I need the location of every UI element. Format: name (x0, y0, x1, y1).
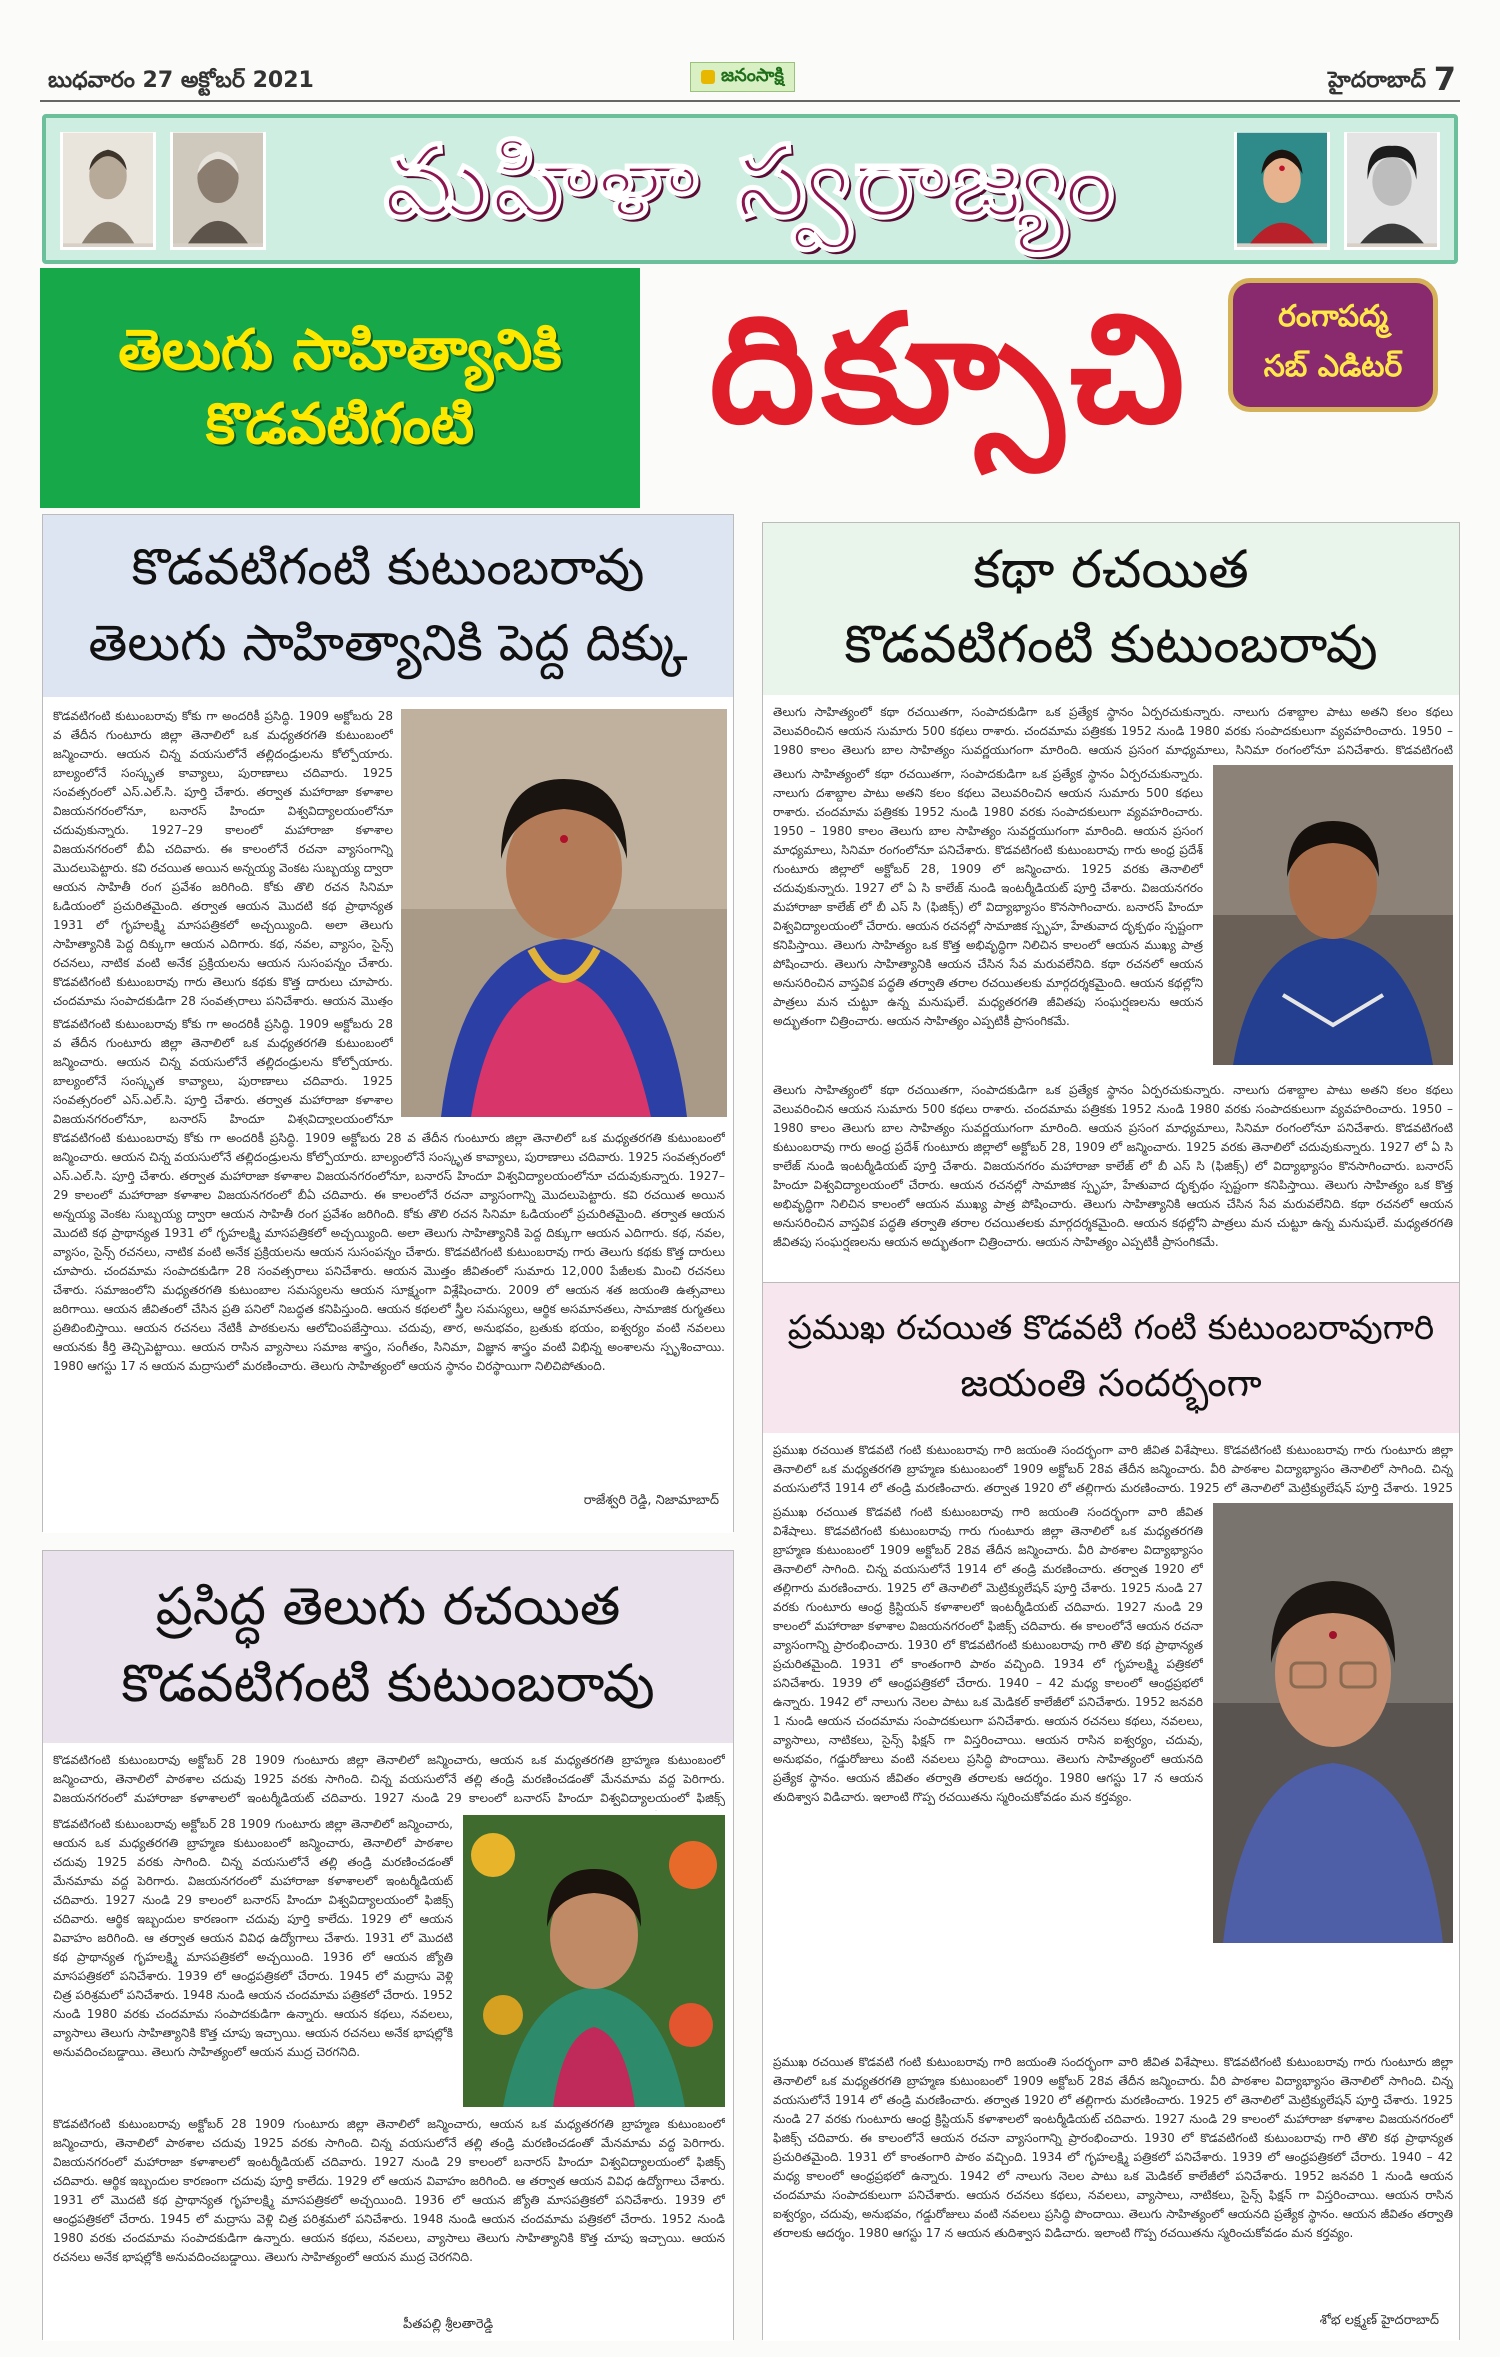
article-1-heading (43, 515, 733, 695)
article-3-heading-line2: కొడవటిగంటి కుటుంబరావు (121, 1654, 655, 1714)
article-2-text-bottom: తెలుగు సాహిత్యంలో కథా రచయితగా, సంపాదకుడిగా ఒక ప్రత్యేక స్థానం ఏర్పరచుకున్నారు. నాలుగు దశాబ్దాల పాటు అతని కలం కథలు వెలువరించిన ఆయన సుమారు 500 కథలు రాశారు. చందమామ పత్రికకు 1952 నుండి 1980 వరకు సంపాదకులుగా వ్యవహరించారు. 1950 – 1980 కాలం తెలుగు బాల సాహిత్యం సువర్ణయుగంగా మారింది. ఆయన ప్రసంగ మాధ్యమాలు, సినిమా రంగంలోనూ పనిచేశారు. కొడవటిగంటి కుటుంబరావు గారు అంధ్ర ప్రదేశ్ గుంటూరు జిల్లాలో అక్టోబర్ 28, 1909 లో జన్మించారు. 1925 వరకు తెనాలిలో చదువుకున్నారు. 1927 లో ఏ సి కాలేజ్ నుండి ఇంటర్మీడియట్ పూర్తి చేశారు. విజయనగరం మహారాజా కాలేజ్ లో బీ ఎస్ సి (ఫిజిక్స్) లో విద్యాభ్యాసం కొనసాగించారు. బనారస్ హిందూ విశ్వవిద్యాలయంలో చేరారు. ఆయన రచనల్లో సామాజిక స్పృహ, హేతువాద దృక్పథం స్పష్టంగా కనిపిస్తాయి. తెలుగు సాహిత్యం ఒక కొత్త అభివృద్ధిగా నిలిచిన కాలంలో ఆయన ముఖ్య పాత్ర పోషించారు. తెలుగు సాహిత్యానికి ఆయన చేసిన సేవ మరువలేనిది. కథా రచనలో ఆయన అనుసరించిన వాస్తవిక పద్ధతి తర్వాతి తరాల రచయితలకు మార్గదర్శకమైంది. ఆయన కథల్లోని పాత్రలు మన చుట్టూ ఉన్న మనుషులే. మధ్యతరగతి జీవితపు సంఘర్షణలను ఆయన అద్భుతంగా చిత్రించారు. ఆయన సాహిత్యం ఎప్పటికీ ప్రాసంగికమే. (773, 1083, 1453, 1249)
portrait-painting-3 (1234, 132, 1330, 250)
article-2-heading-line1: కథా రచయిత (973, 540, 1249, 600)
article-1-text-col-b: కొడవటిగంటి కుటుంబరావు కోకు గా అందరికీ ప్రసిద్ధి. 1909 అక్టోబరు 28 వ తేదీన గుంటూరు జిల్లా తెనాలిలో ఒక మధ్యతరగతి కుటుంబంలో జన్మించారు. ఆయన చిన్న వయసులోనే తల్లిదండ్రులను కోల్పోయారు. బాల్యంలోనే సంస్కృత కావ్యాలు, పురాణాలు చదివారు. 1925 సంవత్సరంలో ఎస్.ఎల్.సి. పూర్తి చేశారు. తర్వాత మహారాజా కళాశాల విజయనగరంలోనూ, బనారస్ హిందూ విశ్వవిద్యాలయంలోనూ (53, 1017, 393, 1125)
article-1-signature: రాజేశ్వరి రెడ్డి, నిజామాబాద్ (583, 1493, 719, 1508)
newspaper-logo (690, 62, 795, 92)
article-3-author-photo (463, 1815, 725, 2107)
article-2 (762, 522, 1460, 1302)
feature-banner (40, 268, 1460, 508)
banner-subtitle-panel (40, 268, 640, 508)
woman-with-glasses-photo-icon (1213, 1503, 1453, 1943)
woman-in-saree-photo-icon (401, 709, 727, 1117)
woman-painting-icon (1237, 129, 1327, 247)
article-1 (42, 514, 734, 1532)
article-4-heading-line2: జయంతి సందర్భంగా (960, 1360, 1262, 1405)
article-1-heading-line2: తెలుగు సాహిత్యానికి పెద్ద దిక్కు (88, 614, 688, 672)
elderly-woman-portrait-icon (173, 129, 263, 247)
byline-name: రంగాపద్మ (1278, 299, 1388, 334)
section-masthead (42, 114, 1458, 264)
article-4-body (763, 1433, 1459, 2341)
byline-badge (1228, 278, 1438, 412)
woman-portrait-icon (63, 129, 153, 247)
smiling-woman-portrait-icon (1347, 129, 1437, 247)
article-4-author-photo (1213, 1503, 1453, 1943)
article-1-body (43, 697, 733, 1533)
page-number: 7 (1433, 60, 1456, 98)
portrait-sketch-1 (60, 132, 156, 250)
article-1-text-full: కొడవటిగంటి కుటుంబరావు కోకు గా అందరికీ ప్రసిద్ధి. 1909 అక్టోబరు 28 వ తేదీన గుంటూరు జిల్లా తెనాలిలో ఒక మధ్యతరగతి కుటుంబంలో జన్మించారు. ఆయన చిన్న వయసులోనే తల్లిదండ్రులను కోల్పోయారు. బాల్యంలోనే సంస్కృత కావ్యాలు, పురాణాలు చదివారు. 1925 సంవత్సరంలో ఎస్.ఎల్.సి. పూర్తి చేశారు. తర్వాత మహారాజా కళాశాల విజయనగరంలోనూ, బనారస్ హిందూ విశ్వవిద్యాలయంలోనూ చదువుకున్నారు. 1927–29 కాలంలో మహారాజా కళాశాల విజయనగరంలో బీఏ చదివారు. ఈ కాలంలోనే రచనా వ్యాసంగాన్ని మొదలుపెట్టారు. కవి రచయిత అయిన అన్నయ్య వెంకట సుబ్బయ్య ద్వారా ఆయన సాహితీ రంగ ప్రవేశం జరిగింది. కోకు తొలి రచన సినిమా ఓడియంలో ప్రచురితమైంది. తర్వాత ఆయన మొదటి కథ ప్రాథాన్యత 1931 లో గృహలక్ష్మి మాసపత్రికలో అచ్చయ్యింది. అలా తెలుగు సాహిత్యానికి పెద్ద దిక్కుగా ఆయన ఎదిగారు. కథ, నవల, వ్యాసం, సైన్స్ రచనలు, నాటిక వంటి అనేక ప్రక్రియలను ఆయన సుసంపన్నం చేశారు. కొడవటిగంటి కుటుంబరావు గారు తెలుగు కథకు కొత్త దారులు చూపారు. చందమామ సంపాదకుడిగా 28 సంవత్సరాలు పనిచేశారు. ఆయన మొత్తం జీవితంలో సుమారు 12,000 పేజీలకు మించి రచనలు చేశారు. సమాజంలోని మధ్యతరగతి కుటుంబాల సమస్యలను ఆయన సూక్ష్మంగా విశ్లేషించారు. 2009 లో ఆయన శత జయంతి ఉత్సవాలు జరిగాయి. ఆయన జీవితంలో చేసిన ప్రతి పనిలో నిబద్ధత కనిపిస్తుంది. ఆయన కథలలో స్త్రీల సమస్యలు, ఆర్థిక అసమానతలు, సామాజిక రుగ్మతలు ప్రతిబింబిస్తాయి. ఆయన రచనలు నేటికీ పాఠకులను ఆలోచింపజేస్తాయి. చదువు, తార, అనుభవం, బ్రతుకు భయం, ఐశ్వర్యం వంటి నవలలు ఆయనకు కీర్తి తెచ్చిపెట్టాయి. ఆయన రాసిన వ్యాసాలు సమాజ శాస్త్రం, సంగీతం, సినిమా, విజ్ఞాన శాస్త్రం వంటి విభిన్న అంశాలను స్పృశించాయి. 1980 ఆగస్టు 17 న ఆయన మద్రాసులో మరణించారు. తెలుగు సాహిత్యంలో ఆయన స్థానం చిరస్థాయిగా నిలిచిపోతుంది. (53, 1131, 725, 1373)
article-4-text-bottom: ప్రముఖ రచయిత కొడవటి గంటి కుటుంబరావు గారి జయంతి సందర్భంగా వారి జీవిత విశేషాలు. కొడవటిగంటి కుటుంబరావు గారు గుంటూరు జిల్లా తెనాలిలో ఒక మధ్యతరగతి బ్రాహ్మణ కుటుంబంలో 1909 అక్టోబర్ 28వ తేదీన జన్మించారు. వీరి పాఠశాల విద్యాభ్యాసం తెనాలిలో సాగింది. చిన్న వయసులోనే 1914 లో తండ్రి మరణించారు. తర్వాత 1920 లో తల్లిగారు మరణించారు. 1925 లో తెనాలిలో మెట్రిక్యులేషన్ పూర్తి చేశారు. 1925 నుండి 27 వరకు గుంటూరు ఆంధ్ర క్రిస్టియన్ కళాశాలలో ఇంటర్మీడియట్ చదివారు. 1927 నుండి 29 కాలంలో మహారాజా కళాశాల విజయనగరంలో ఫిజిక్స్ చదివారు. ఈ కాలంలోనే ఆయన రచనా వ్యాసంగాన్ని ప్రారంభించారు. 1930 లో కొడవటిగంటి కుటుంబరావు గారి తొలి కథ ప్రాథాన్యత ప్రచురితమైంది. 1931 లో కాంతంగారి పాఠం వచ్చింది. 1934 లో గృహలక్ష్మి పత్రికలో పనిచేశారు. 1939 లో ఆంధ్రపత్రికలో చేరారు. 1940 – 42 మధ్య కాలంలో ఆంధ్రప్రభలో ఉన్నారు. 1942 లో నాలుగు నెలల పాటు ఒక మెడికల్ కాలేజీలో పనిచేశారు. 1952 జనవరి 1 నుండి ఆయన చందమామ సంపాదకులుగా పనిచేశారు. ఆయన రచనలు కథలు, నవలలు, వ్యాసాలు, నాటికలు, సైన్స్ ఫిక్షన్ గా విస్తరించాయి. ఆయన రాసిన ఐశ్వర్యం, చదువు, అనుభవం, గడ్డురోజులు వంటి నవలలు ప్రసిద్ధి పొందాయి. తెలుగు సాహిత్యంలో ఆయనది ప్రత్యేక స్థానం. ఆయన జీవితం తర్వాతి తరాలకు ఆదర్శం. 1980 ఆగస్టు 17 న ఆయన తుదిశ్వాస విడిచారు. ఇలాంటి గొప్ప రచయితను స్మరించుకోవడం మన కర్తవ్యం. (773, 2055, 1453, 2240)
article-3-heading (43, 1551, 733, 1741)
article-4 (762, 1282, 1460, 2340)
article-1-text-col-a: కొడవటిగంటి కుటుంబరావు కోకు గా అందరికీ ప్రసిద్ధి. 1909 అక్టోబరు 28 వ తేదీన గుంటూరు జిల్లా తెనాలిలో ఒక మధ్యతరగతి కుటుంబంలో జన్మించారు. ఆయన చిన్న వయసులోనే తల్లిదండ్రులను కోల్పోయారు. బాల్యంలోనే సంస్కృత కావ్యాలు, పురాణాలు చదివారు. 1925 సంవత్సరంలో ఎస్.ఎల్.సి. పూర్తి చేశారు. తర్వాత మహారాజా కళాశాల విజయనగరంలోనూ, బనారస్ హిందూ విశ్వవిద్యాలయంలోనూ చదువుకున్నారు. 1927–29 కాలంలో మహారాజా కళాశాల విజయనగరంలో బీఏ చదివారు. ఈ కాలంలోనే రచనా వ్యాసంగాన్ని మొదలుపెట్టారు. కవి రచయిత అయిన అన్నయ్య వెంకట సుబ్బయ్య ద్వారా ఆయన సాహితీ రంగ ప్రవేశం జరిగింది. కోకు తొలి రచన సినిమా ఓడియంలో ప్రచురితమైంది. తర్వాత ఆయన మొదటి కథ ప్రాథాన్యత 1931 లో గృహలక్ష్మి మాసపత్రికలో అచ్చయ్యింది. అలా తెలుగు సాహిత్యానికి పెద్ద దిక్కుగా ఆయన ఎదిగారు. కథ, నవల, వ్యాసం, సైన్స్ రచనలు, నాటిక వంటి అనేక ప్రక్రియలను ఆయన సుసంపన్నం చేశారు. కొడవటిగంటి కుటుంబరావు గారు తెలుగు కథకు కొత్త దారులు చూపారు. చందమామ సంపాదకుడిగా 28 సంవత్సరాలు పనిచేశారు. ఆయన మొత్తం (53, 709, 393, 1007)
article-1-heading-line1: కొడవటిగంటి కుటుంబరావు (131, 537, 645, 596)
article-3 (42, 1550, 734, 2340)
article-4-text-col-a: ప్రముఖ రచయిత కొడవటి గంటి కుటుంబరావు గారి జయంతి సందర్భంగా వారి జీవిత విశేషాలు. కొడవటిగంటి కుటుంబరావు గారు గుంటూరు జిల్లా తెనాలిలో ఒక మధ్యతరగతి బ్రాహ్మణ కుటుంబంలో 1909 అక్టోబర్ 28వ తేదీన జన్మించారు. వీరి పాఠశాల విద్యాభ్యాసం తెనాలిలో సాగింది. చిన్న వయసులోనే 1914 లో తండ్రి మరణించారు. తర్వాత 1920 లో తల్లిగారు మరణించారు. 1925 లో తెనాలిలో మెట్రిక్యులేషన్ పూర్తి చేశారు. 1925 నుండి 27 వరకు గుంటూరు ఆంధ్ర క్రిస్టియన్ కళాశాలలో ఇంటర్మీడియట్ చదివారు. 1927 నుండి 29 కాలంలో మహారాజా కళాశాల విజయనగరంలో ఫిజిక్స్ చదివారు. ఈ కాలంలోనే ఆయన రచనా వ్యాసంగాన్ని ప్రారంభించారు. 1930 లో కొడవటిగంటి కుటుంబరావు గారి తొలి కథ ప్రాథాన్యత ప్రచురితమైంది. 1931 లో కాంతంగారి పాఠం వచ్చింది. 1934 లో గృహలక్ష్మి పత్రికలో పనిచేశారు. 1939 లో ఆంధ్రపత్రికలో చేరారు. 1940 – 42 మధ్య కాలంలో ఆంధ్రప్రభలో ఉన్నారు. 1942 లో నాలుగు నెలల పాటు ఒక మెడికల్ కాలేజీలో పనిచేశారు. 1952 జనవరి 1 నుండి ఆయన చందమామ సంపాదకులుగా పనిచేశారు. ఆయన రచనలు కథలు, నవలలు, వ్యాసాలు, నాటికలు, సైన్స్ ఫిక్షన్ గా విస్తరించాయి. ఆయన రాసిన ఐశ్వర్యం, చదువు, అనుభవం, గడ్డురోజులు వంటి నవలలు ప్రసిద్ధి పొందాయి. తెలుగు సాహిత్యంలో ఆయనది ప్రత్యేక స్థానం. ఆయన జీవితం తర్వాతి తరాలకు ఆదర్శం. 1980 ఆగస్టు 17 న ఆయన తుదిశ్వాస విడిచారు. ఇలాంటి గొప్ప రచయితను స్మరించుకోవడం మన కర్తవ్యం. (773, 1505, 1203, 1804)
page-header (40, 56, 1460, 102)
article-4-signature: శోభ లక్ష్మణ్ హైదరాబాద్ (1319, 2313, 1439, 2328)
woman-with-flowers-photo-icon (463, 1815, 725, 2107)
byline-role: సబ్ ఎడిటర్ (1263, 349, 1403, 384)
article-4-heading (763, 1283, 1459, 1431)
article-2-author-photo (1213, 765, 1453, 1065)
article-1-author-photo (401, 709, 727, 1117)
logo-icon (701, 70, 715, 84)
article-3-heading-line1: ప్రసిద్ధ తెలుగు రచయిత (155, 1577, 621, 1637)
banner-subtitle-line2: కొడవటిగంటి (205, 392, 475, 457)
portrait-photo-4 (1344, 132, 1440, 250)
banner-subtitle-line1: తెలుగు సాహిత్యానికి (118, 318, 562, 384)
article-2-text-col-a: తెలుగు సాహిత్యంలో కథా రచయితగా, సంపాదకుడిగా ఒక ప్రత్యేక స్థానం ఏర్పరచుకున్నారు. నాలుగు దశాబ్దాల పాటు అతని కలం కథలు వెలువరించిన ఆయన సుమారు 500 కథలు రాశారు. చందమామ పత్రికకు 1952 నుండి 1980 వరకు సంపాదకులుగా వ్యవహరించారు. 1950 – 1980 కాలం తెలుగు బాల సాహిత్యం సువర్ణయుగంగా మారింది. ఆయన ప్రసంగ మాధ్యమాలు, సినిమా రంగంలోనూ పనిచేశారు. కొడవటిగంటి కుటుంబరావు గారు అంధ్ర ప్రదేశ్ గుంటూరు జిల్లాలో అక్టోబర్ 28, 1909 లో జన్మించారు. 1925 వరకు తెనాలిలో చదువుకున్నారు. 1927 లో ఏ సి కాలేజ్ నుండి ఇంటర్మీడియట్ పూర్తి చేశారు. విజయనగరం మహారాజా కాలేజ్ లో బీ ఎస్ సి (ఫిజిక్స్) లో విద్యాభ్యాసం కొనసాగించారు. బనారస్ హిందూ విశ్వవిద్యాలయంలో చేరారు. ఆయన రచనల్లో సామాజిక స్పృహ, హేతువాద దృక్పథం స్పష్టంగా కనిపిస్తాయి. తెలుగు సాహిత్యం ఒక కొత్త అభివృద్ధిగా నిలిచిన కాలంలో ఆయన ముఖ్య పాత్ర పోషించారు. తెలుగు సాహిత్యానికి ఆయన చేసిన సేవ మరువలేనిది. కథా రచనలో ఆయన అనుసరించిన వాస్తవిక పద్ధతి తర్వాతి తరాల రచయితలకు మార్గదర్శకమైంది. ఆయన కథల్లోని పాత్రలు మన చుట్టూ ఉన్న మనుషులే. మధ్యతరగతి జీవితపు సంఘర్షణలను ఆయన అద్భుతంగా చిత్రించారు. ఆయన సాహిత్యం ఎప్పటికీ ప్రాసంగికమే. (773, 767, 1203, 1028)
article-3-body (43, 1743, 733, 2341)
logo-text: జనంసాక్షి (721, 64, 784, 86)
article-3-signature: పీతపల్లి శ్రీలతారెడ్డి (403, 2317, 494, 2332)
article-2-heading-line2: కొడవటిగంటి కుటుంబరావు (844, 615, 1378, 675)
masthead-title: మహిళా స్వరాజ్యం (383, 121, 1117, 240)
article-2-body (763, 695, 1459, 1303)
article-3-text-col-a: కొడవటిగంటి కుటుంబరావు అక్టోబర్ 28 1909 గుంటూరు జిల్లా తెనాలిలో జన్మించారు, ఆయన ఒక మధ్యతరగతి బ్రాహ్మణ కుటుంబంలో జన్మించారు, తెనాలిలో పాఠశాల చదువు 1925 వరకు సాగింది. చిన్న వయసులోనే తల్లి తండ్రి మరణించడంతో మేనమామ వద్ద పెరిగారు. విజయనగరంలో మహారాజా కళాశాలలో ఇంటర్మీడియట్ చదివారు. 1927 నుండి 29 కాలంలో బనారస్ హిందూ విశ్వవిద్యాలయంలో ఫిజిక్స్ చదివారు. ఆర్థిక ఇబ్బందుల కారణంగా చదువు పూర్తి కాలేదు. 1929 లో ఆయన వివాహం జరిగింది. ఆ తర్వాత ఆయన వివిధ ఉద్యోగాలు చేశారు. 1931 లో మొదటి కథ ప్రాథాన్యత గృహలక్ష్మి మాసపత్రికలో అచ్చయింది. 1936 లో ఆయన జ్యోతి మాసపత్రికలో పనిచేశారు. 1939 లో ఆంధ్రపత్రికలో చేరారు. 1945 లో మద్రాసు వెళ్లి చిత్ర పరిశ్రమలో పనిచేశారు. 1948 నుండి ఆయన చందమామ పత్రికలో చేరారు. 1952 నుండి 1980 వరకు చందమామ సంపాదకుడిగా ఉన్నారు. ఆయన కథలు, నవలలు, వ్యాసాలు తెలుగు సాహిత్యానికి కొత్త చూపు ఇచ్చాయి. ఆయన రచనలు అనేక భాషల్లోకి అనువదించబడ్డాయి. తెలుగు సాహిత్యంలో ఆయన ముద్ర చెరగనిది. (53, 1817, 453, 2059)
portrait-photo-2 (170, 132, 266, 250)
article-2-text-top: తెలుగు సాహిత్యంలో కథా రచయితగా, సంపాదకుడిగా ఒక ప్రత్యేక స్థానం ఏర్పరచుకున్నారు. నాలుగు దశాబ్దాల పాటు అతని కలం కథలు వెలువరించిన ఆయన సుమారు 500 కథలు రాశారు. చందమామ పత్రికకు 1952 నుండి 1980 వరకు సంపాదకులుగా వ్యవహరించారు. 1950 – 1980 కాలం తెలుగు బాల సాహిత్యం సువర్ణయుగంగా మారింది. ఆయన ప్రసంగ మాధ్యమాలు, సినిమా రంగంలోనూ పనిచేశారు. కొడవటిగంటి (773, 705, 1453, 757)
woman-selfie-photo-icon (1213, 765, 1453, 1065)
article-4-text-top: ప్రముఖ రచయిత కొడవటి గంటి కుటుంబరావు గారి జయంతి సందర్భంగా వారి జీవిత విశేషాలు. కొడవటిగంటి కుటుంబరావు గారు గుంటూరు జిల్లా తెనాలిలో ఒక మధ్యతరగతి బ్రాహ్మణ కుటుంబంలో 1909 అక్టోబర్ 28వ తేదీన జన్మించారు. వీరి పాఠశాల విద్యాభ్యాసం తెనాలిలో సాగింది. చిన్న వయసులోనే 1914 లో తండ్రి మరణించారు. తర్వాత 1920 లో తల్లిగారు మరణించారు. 1925 లో తెనాలిలో మెట్రిక్యులేషన్ పూర్తి చేశారు. 1925 (773, 1443, 1453, 1495)
article-3-text-bottom: కొడవటిగంటి కుటుంబరావు అక్టోబర్ 28 1909 గుంటూరు జిల్లా తెనాలిలో జన్మించారు, ఆయన ఒక మధ్యతరగతి బ్రాహ్మణ కుటుంబంలో జన్మించారు, తెనాలిలో పాఠశాల చదువు 1925 వరకు సాగింది. చిన్న వయసులోనే తల్లి తండ్రి మరణించడంతో మేనమామ వద్ద పెరిగారు. విజయనగరంలో మహారాజా కళాశాలలో ఇంటర్మీడియట్ చదివారు. 1927 నుండి 29 కాలంలో బనారస్ హిందూ విశ్వవిద్యాలయంలో ఫిజిక్స్ చదివారు. ఆర్థిక ఇబ్బందుల కారణంగా చదువు పూర్తి కాలేదు. 1929 లో ఆయన వివాహం జరిగింది. ఆ తర్వాత ఆయన వివిధ ఉద్యోగాలు చేశారు. 1931 లో మొదటి కథ ప్రాథాన్యత గృహలక్ష్మి మాసపత్రికలో అచ్చయింది. 1936 లో ఆయన జ్యోతి మాసపత్రికలో పనిచేశారు. 1939 లో ఆంధ్రపత్రికలో చేరారు. 1945 లో మద్రాసు వెళ్లి చిత్ర పరిశ్రమలో పనిచేశారు. 1948 నుండి ఆయన చందమామ పత్రికలో చేరారు. 1952 నుండి 1980 వరకు చందమామ సంపాదకుడిగా ఉన్నారు. ఆయన కథలు, నవలలు, వ్యాసాలు తెలుగు సాహిత్యానికి కొత్త చూపు ఇచ్చాయి. ఆయన రచనలు అనేక భాషల్లోకి అనువదించబడ్డాయి. తెలుగు సాహిత్యంలో ఆయన ముద్ర చెరగనిది. (53, 2117, 725, 2264)
article-4-heading-line1: ప్రముఖ రచయిత కొడవటి గంటి కుటుంబరావుగారి (787, 1308, 1435, 1348)
article-3-text-top: కొడవటిగంటి కుటుంబరావు అక్టోబర్ 28 1909 గుంటూరు జిల్లా తెనాలిలో జన్మించారు, ఆయన ఒక మధ్యతరగతి బ్రాహ్మణ కుటుంబంలో జన్మించారు, తెనాలిలో పాఠశాల చదువు 1925 వరకు సాగింది. చిన్న వయసులోనే తల్లి తండ్రి మరణించడంతో మేనమామ వద్ద పెరిగారు. విజయనగరంలో మహారాజా కళాశాలలో ఇంటర్మీడియట్ చదివారు. 1927 నుండి 29 కాలంలో బనారస్ హిందూ విశ్వవిద్యాలయంలో ఫిజిక్స్ (53, 1753, 725, 1805)
issue-date: బుధవారం 27 అక్టోబర్ 2021 (48, 68, 314, 93)
article-2-heading (763, 523, 1459, 693)
edition-city: హైదరాబాద్ (1328, 68, 1426, 93)
banner-headline: దిక్సూచి (709, 282, 1191, 457)
